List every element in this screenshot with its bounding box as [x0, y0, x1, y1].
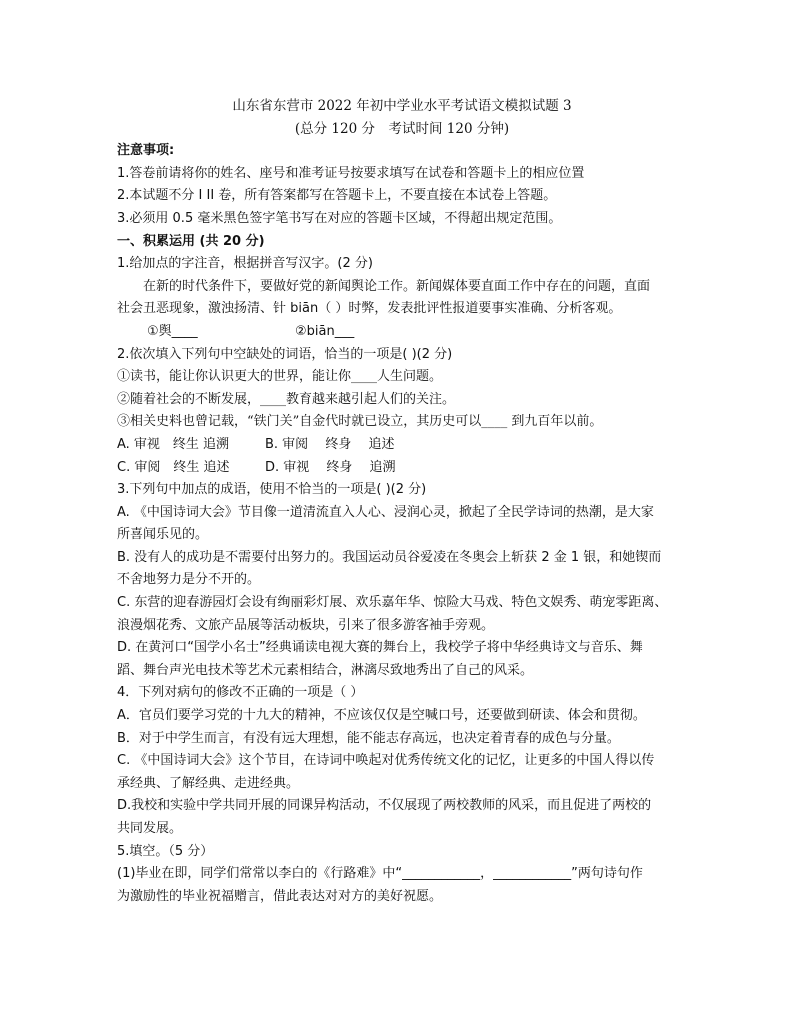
notes-item-2: 2.本试题不分 I II 卷，所有答案都写在答题卡上，不要直接在本试卷上答题。	[117, 188, 557, 204]
exam-subtitle: (总分 120 分 考试时间 120 分钟)	[294, 120, 510, 137]
q3-option-a-line-2: 所喜闻乐见的。	[117, 527, 209, 543]
exam-title: 山东省东营市 2022 年初中学业水平考试语文模拟试题 3	[232, 98, 572, 114]
q3-stem: 3.下列句中加点的成语，使用不恰当的一项是( )(2 分)	[117, 482, 427, 498]
q2-options-row-2	[117, 457, 687, 480]
q3-option-b-line-2: 不舍地努力是分不开的。	[117, 572, 261, 588]
q2-sentence-1: ①读书，能让你认识更大的世界，能让你____人生问题。	[117, 369, 443, 385]
q4-stem: 4．下列对病句的修改不正确的一项是（ ）	[117, 685, 364, 701]
q3-option-b-line-1: B. 没有人的成功是不需要付出努力的。我国运动员谷爱凌在冬奥会上斩获 2 金 1 银，和她锲而	[117, 549, 662, 565]
q4-option-d-line-1: D.我校和实验中学共同开展的同课异构活动，不仅展现了两校教师的风采，而且促进了两校的	[117, 798, 652, 814]
q4-option-b: B．对于中学生而言，有没有远大理想，能不能志存高远，也决定着青春的成色与分量。	[117, 730, 620, 746]
q4-option-c-line-2: 承经典、了解经典、走进经典。	[117, 775, 300, 791]
q1-passage-line-1: 在新的时代条件下，要做好党的新闻舆论工作。新闻媒体要直面工作中存在的问题，直面	[143, 278, 651, 294]
q5-part-1-line-1: (1)毕业在即，同学们常常以李白的《行路难》中“____________，____________”两句诗句作	[117, 866, 643, 882]
section-heading: 一、积累运用 (共 20 分)	[117, 233, 265, 249]
q2-sentence-3: ③相关史料也曾记载，“铁门关”自金代时就已设立，其历史可以____ 到九百年以前。	[117, 414, 603, 430]
q2-option-c: C. 审阅 终生 追述	[117, 459, 230, 475]
q1-blanks	[117, 321, 687, 344]
q3-option-d-line-1: D. 在黄河口“国学小名士”经典诵读电视大赛的舞台上，我校学子将中华经典诗文与音乐、舞	[117, 640, 643, 656]
q4-option-d-line-2: 共同发展。	[117, 821, 183, 836]
notes-heading: 注意事项:	[117, 143, 175, 159]
q3-option-c-line-1: C. 东营的迎春游园灯会设有绚丽彩灯展、欢乐嘉年华、惊险大马戏、特色文娱秀、萌宠零距离、	[117, 595, 668, 611]
notes-item-3: 3.必须用 0.5 毫米黑色签字笔书写在对应的答题卡区域，不得超出规定范围。	[117, 210, 562, 226]
q4-option-c-line-1: C. 《中国诗词大会》这个节目，在诗词中唤起对优秀传统文化的记忆，让更多的中国人得以传	[117, 753, 655, 769]
q4-option-a: A．官员们要学习党的十九大的精神，不应该仅仅是空喊口号，还要做到研读、体会和贯彻。	[117, 708, 646, 724]
q1-blank-2: ②biān___	[295, 323, 355, 339]
q2-option-d: D. 审视 终身 追溯	[265, 459, 396, 475]
q2-sentence-2: ②随着社会的不断发展，____教育越来越引起人们的关注。	[117, 391, 456, 407]
q5-stem: 5.填空。（5 分）	[117, 843, 214, 859]
q2-option-b: B. 审阅 终身 追述	[265, 436, 395, 452]
notes-item-1: 1.答卷前请将你的姓名、座号和准考证号按要求填写在试卷和答题卡上的相应位置	[117, 165, 585, 181]
exam-content	[117, 95, 687, 908]
q3-option-c-line-2: 浪漫烟花秀、文旅产品展等活动板块，引来了很多游客袖手旁观。	[117, 617, 495, 633]
q3-option-d-line-2: 蹈、舞台声光电技术等艺术元素相结合，淋漓尽致地秀出了自己的风采。	[117, 662, 534, 678]
q1-blank-1: ①舆____	[147, 323, 198, 339]
q3-option-a-line-1: A. 《中国诗词大会》节目像一道清流直入人心、浸润心灵，掀起了全民学诗词的热潮，是大家	[117, 504, 654, 520]
q2-option-a: A. 审视 终生 追溯	[117, 436, 230, 452]
q2-stem: 2.依次填入下列句中空缺处的词语，恰当的一项是( )(2 分)	[117, 346, 453, 362]
q5-part-1-line-2: 为激励性的毕业祝福赠言，借此表达对对方的美好祝愿。	[117, 888, 443, 904]
q1-passage-line-2: 社会丑恶现象，激浊扬清、针 biān（ ）时弊，发表批评性报道要事实准确、分析客观。	[117, 301, 622, 317]
q2-options-row-1	[117, 434, 687, 457]
q1-stem: 1.给加点的字注音，根据拼音写汉字。(2 分)	[117, 256, 373, 272]
